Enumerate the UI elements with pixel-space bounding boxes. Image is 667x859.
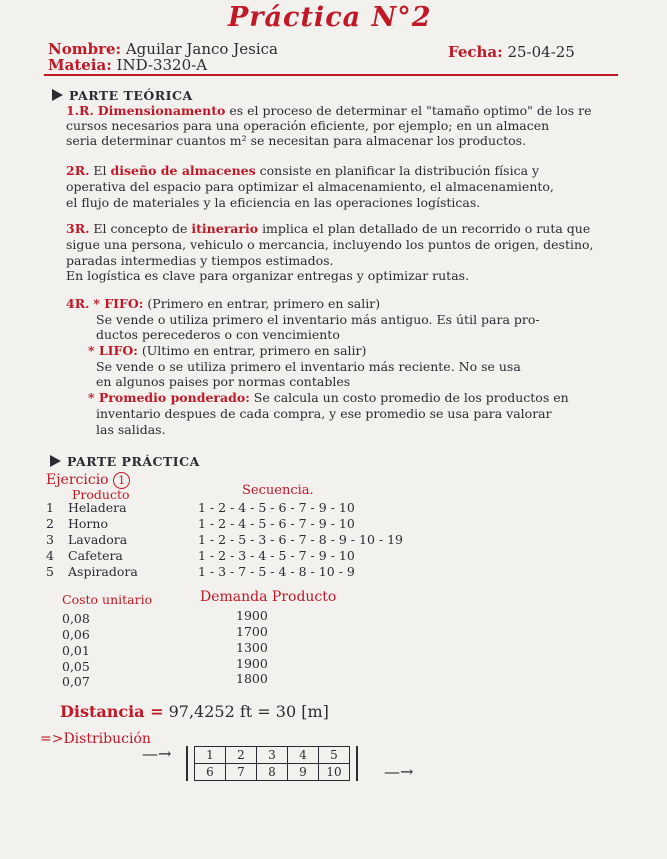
answer-1-line: es el proceso de determinar el "tamaño optimo" de los re <box>229 103 592 118</box>
arrow-out-icon: —→ <box>384 762 414 781</box>
fifo-definition: (Primero en entrar, primero en salir) <box>147 296 381 311</box>
lifo-line: en algunos paises por normas contables <box>96 374 351 389</box>
table-row: 3 Lavadora 1 - 2 - 5 - 3 - 6 - 7 - 8 - 9 - 10 - 19 <box>46 532 403 547</box>
date-value: 25-04-25 <box>507 43 575 61</box>
answer-1-line: cursos necesarios para una operación eficiente, por ejemplo; en un almacen <box>66 118 550 133</box>
date-label: Fecha: <box>448 43 503 61</box>
answer-2-line: operativa del espacio para optimizar el almacenamiento, el almacenamiento, <box>66 179 554 194</box>
cost-value: 0,08 <box>62 611 90 626</box>
table-row: 5 Aspiradora 1 - 3 - 7 - 5 - 4 - 8 - 10 - 9 <box>46 564 355 579</box>
grid-cell: 10 <box>319 764 350 781</box>
subject-label: Mateia: <box>48 56 112 74</box>
arrow-in-icon: —→ <box>142 744 172 763</box>
answer-3-pre: El concepto de <box>93 221 188 236</box>
answer-3-term: itinerario <box>191 221 259 236</box>
answer-2-number: 2R. <box>66 163 90 178</box>
name-value: Aguilar Janco Jesica <box>125 40 278 58</box>
promedio-label: * Promedio ponderado: <box>88 390 250 405</box>
promedio-line <box>88 390 569 405</box>
table-row: 2 Horno 1 - 2 - 4 - 5 - 6 - 7 - 9 - 10 <box>46 516 355 531</box>
lifo-line: Se vende o se utiliza primero el inventario más reciente. No se usa <box>96 359 521 374</box>
exercise-text: Ejercicio <box>46 472 109 488</box>
answer-3-line: implica el plan detallado de un recorrido o ruta que <box>262 221 591 236</box>
grid-cell: 5 <box>319 747 350 764</box>
answer-3-line: sigue una persona, vehiculo o mercancia, incluyendo los puntos de origen, destino, <box>66 237 594 252</box>
answer-2-line: el flujo de materiales y la eficiencia en las operaciones logísticas. <box>66 195 481 210</box>
practice-heading: PARTE PRÁCTICA <box>50 454 200 469</box>
grid-cell: 8 <box>257 764 288 781</box>
promedio-text: Se calcula un costo promedio de los productos en <box>253 390 569 405</box>
column-sequence-header: Secuencia. <box>242 483 314 498</box>
grid-cell: 1 <box>195 747 226 764</box>
distance-line <box>60 702 329 721</box>
table-row: 4 Cafetera 1 - 2 - 3 - 4 - 5 - 7 - 9 - 10 <box>46 548 355 563</box>
lifo-definition: (Ultimo en entrar, primero en salir) <box>141 343 367 358</box>
theory-heading: PARTE TEÓRICA <box>52 88 193 103</box>
answer-1-term: Dimensionamento <box>97 103 226 118</box>
answer-4 <box>66 296 380 311</box>
exercise-number-circle: 1 <box>113 472 130 489</box>
answer-4-number: 4R. <box>66 296 90 311</box>
lifo-label: * LIFO: <box>88 343 138 358</box>
grid-cell: 7 <box>226 764 257 781</box>
answer-2-line: consiste en planificar la distribución física y <box>259 163 540 178</box>
column-demand-header: Demanda Producto <box>200 589 337 605</box>
demand-value: 1700 <box>236 624 268 639</box>
grid-cell: 9 <box>288 764 319 781</box>
cost-value: 0,07 <box>62 674 90 689</box>
subject-line <box>48 56 207 74</box>
demand-value: 1800 <box>236 671 268 686</box>
answer-1-number: 1.R. <box>66 103 94 118</box>
fifo-line: Se vende o utiliza primero el inventario más antiguo. Es útil para pro- <box>96 312 540 327</box>
demand-value: 1900 <box>236 608 268 623</box>
name-label: Nombre: <box>48 40 122 58</box>
column-product-header: Producto <box>72 487 130 502</box>
demand-value: 1900 <box>236 656 268 671</box>
cost-value: 0,01 <box>62 643 90 658</box>
promedio-line: las salidas. <box>96 422 166 437</box>
answer-1-line: seria determinar cuantos m² se necesitan para almacenar los productos. <box>66 133 527 148</box>
column-cost-header: Costo unitario <box>62 592 153 607</box>
distance-value: 97,4252 ft = 30 [m] <box>168 702 329 721</box>
cost-value: 0,06 <box>62 627 90 642</box>
answer-3 <box>66 221 590 236</box>
answer-3-number: 3R. <box>66 221 90 236</box>
page-title: Práctica N°2 <box>228 2 432 33</box>
answer-2-pre: El <box>93 163 107 178</box>
header-rule <box>44 74 618 76</box>
distribution-grid <box>186 746 358 781</box>
grid-cell: 4 <box>288 747 319 764</box>
distribution-label: =>Distribución <box>40 731 151 747</box>
lifo-line <box>88 343 366 358</box>
triangle-bullet-icon <box>52 89 63 101</box>
grid-cell: 6 <box>195 764 226 781</box>
fifo-label: * FIFO: <box>93 296 144 311</box>
demand-value: 1300 <box>236 640 268 655</box>
fifo-line: ductos perecederos o con vencimiento <box>96 327 340 342</box>
table-row: 1 Heladera 1 - 2 - 4 - 5 - 6 - 7 - 9 - 10 <box>46 500 355 515</box>
distance-label: Distancia = <box>60 702 164 721</box>
answer-3-line: En logística es clave para organizar entregas y optimizar rutas. <box>66 268 470 283</box>
answer-2 <box>66 163 539 178</box>
grid-cell: 3 <box>257 747 288 764</box>
grid-cell: 2 <box>226 747 257 764</box>
answer-2-term: diseño de almacenes <box>110 163 256 178</box>
triangle-bullet-icon <box>50 455 61 467</box>
promedio-line: inventario despues de cada compra, y ese promedio se usa para valorar <box>96 406 552 421</box>
answer-1 <box>66 103 592 118</box>
answer-3-line: paradas intermedias y tiempos estimados. <box>66 253 334 268</box>
subject-value: IND-3320-A <box>116 56 208 74</box>
date-line <box>448 43 575 61</box>
cost-value: 0,05 <box>62 659 90 674</box>
